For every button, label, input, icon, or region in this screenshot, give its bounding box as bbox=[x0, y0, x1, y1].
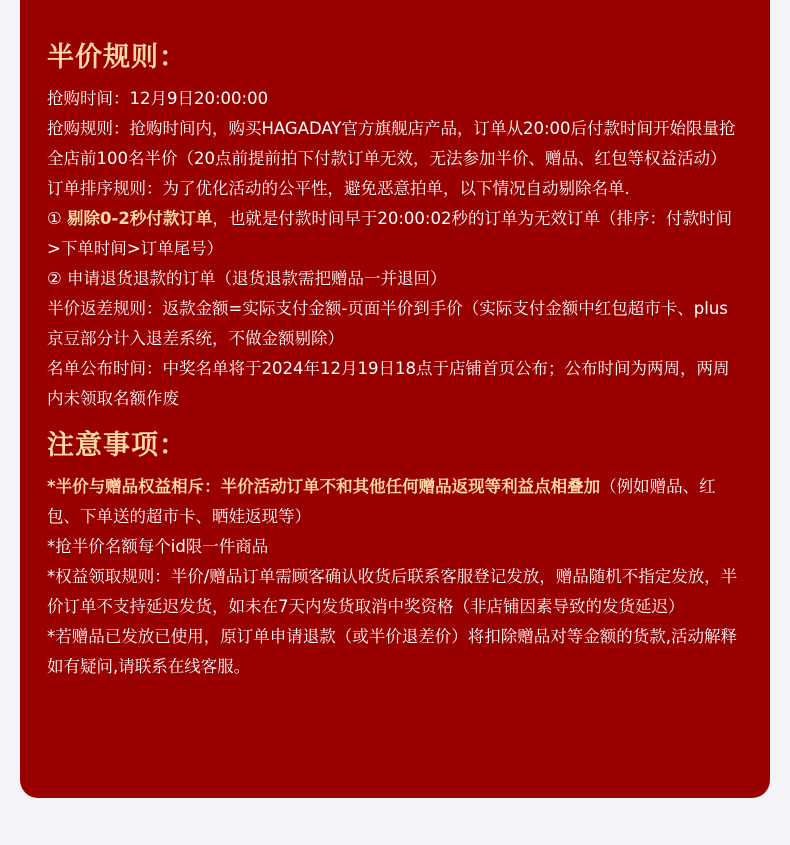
note-2: *抢半价名额每个id限一件商品 bbox=[47, 537, 269, 556]
note-3: *权益领取规则：半价/赠品订单需顾客确认收货后联系客服登记发放，赠品随机不指定发放，半价订单不支持延迟发货，如未在7天内发货取消中奖资格（非店铺因素导致的发货延迟） bbox=[47, 567, 738, 616]
rules-card bbox=[20, 0, 770, 798]
notes-heading: 注意事项： bbox=[47, 430, 187, 461]
exclusion-item-1-text: ，也就是付款时间早于20:00:02秒的订单为无效订单（排序：付款时间>下单时间>订单尾号） bbox=[47, 209, 732, 258]
exclusion-item-1-highlight: 剔除0-2秒付款订单 bbox=[67, 209, 213, 228]
refund-difference-rule: 半价返差规则：返款金额=实际支付金额-页面半价到手价（实际支付金额中红包超市卡、plus京豆部分计入退差系统，不做金额剔除） bbox=[47, 299, 728, 348]
half-price-rules-heading: 半价规则： bbox=[47, 42, 187, 73]
note-1 bbox=[47, 472, 744, 532]
exclusion-item-2: ② 申请退货退款的订单（退货退款需把赠品一并退回） bbox=[47, 269, 447, 288]
announcement-time: 名单公布时间：中奖名单将于2024年12月19日18点于店铺首页公布；公布时间为两周，两周内未领取名额作废 bbox=[47, 359, 730, 408]
note-1-text: （例如赠品、红包、下单送的超市卡、晒娃返现等） bbox=[47, 477, 716, 526]
note-1-highlight: *半价与赠品权益相斥：半价活动订单不和其他任何赠品返现等利益点相叠加 bbox=[47, 477, 601, 496]
exclusion-item-1 bbox=[47, 204, 744, 264]
sort-rule: 订单排序规则：为了优化活动的公平性，避免恶意拍单，以下情况自动剔除名单. bbox=[47, 179, 630, 198]
purchase-rule: 抢购规则：抢购时间内，购买HAGADAY官方旗舰店产品，订单从20:00后付款时间开始限量抢全店前100名半价（20点前提前拍下付款订单无效，无法参加半价、赠品、红包等权益活动） bbox=[47, 119, 736, 168]
note-4: *若赠品已发放已使用，原订单申请退款（或半价退差价）将扣除赠品对等金额的货款,活动解释如有疑问,请联系在线客服。 bbox=[47, 627, 737, 676]
exclusion-item-1-prefix: ① bbox=[47, 209, 68, 228]
purchase-time: 抢购时间：12月9日20:00:00 bbox=[47, 89, 269, 108]
